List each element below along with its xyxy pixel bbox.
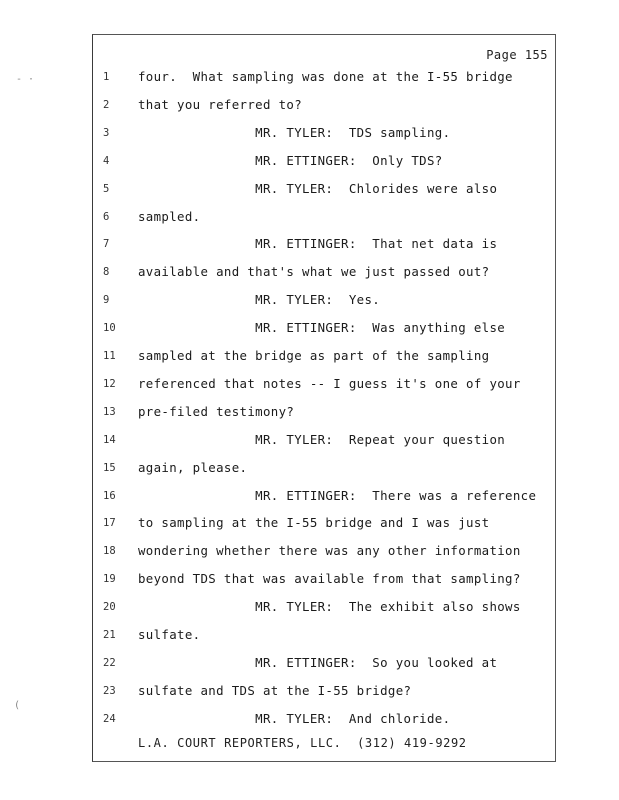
line-number: 14 bbox=[103, 433, 116, 446]
line-text: MR. TYLER: TDS sampling. bbox=[138, 124, 451, 140]
line-number: 19 bbox=[103, 573, 116, 586]
line-number: 10 bbox=[103, 322, 116, 335]
line-number: 7 bbox=[103, 238, 110, 251]
line-text: MR. ETTINGER: Was anything else bbox=[138, 320, 506, 336]
line-text: that you referred to? bbox=[138, 96, 303, 112]
transcript-line bbox=[0, 320, 619, 340]
line-text: again, please. bbox=[138, 459, 248, 475]
line-number: 12 bbox=[103, 377, 116, 390]
line-number: 5 bbox=[103, 182, 110, 195]
margin-mark-bottom: ( bbox=[14, 700, 21, 711]
line-text: MR. TYLER: Repeat your question bbox=[138, 431, 506, 447]
line-number: 24 bbox=[103, 712, 116, 725]
line-number: 22 bbox=[103, 656, 116, 669]
line-number: 8 bbox=[103, 266, 110, 279]
transcript-line bbox=[0, 543, 619, 563]
line-text: MR. TYLER: Yes. bbox=[138, 292, 381, 308]
court-reporter-footer: L.A. COURT REPORTERS, LLC. (312) 419-9292 bbox=[138, 736, 467, 750]
margin-mark-top: ‐ · bbox=[16, 74, 35, 85]
line-number: 23 bbox=[103, 684, 116, 697]
transcript-line bbox=[0, 264, 619, 284]
line-text: MR. ETTINGER: There was a reference bbox=[138, 487, 537, 503]
transcript-line bbox=[0, 488, 619, 508]
transcript-line bbox=[0, 376, 619, 396]
line-number: 18 bbox=[103, 545, 116, 558]
line-number: 11 bbox=[103, 350, 116, 362]
line-text: sulfate. bbox=[138, 627, 201, 642]
line-text: four. What sampling was done at the I-55 bridge bbox=[138, 69, 513, 84]
line-number: 17 bbox=[103, 517, 116, 530]
transcript-line bbox=[0, 683, 619, 703]
transcript-line bbox=[0, 627, 619, 647]
line-number: 6 bbox=[103, 210, 110, 223]
line-text: MR. ETTINGER: That net data is bbox=[138, 236, 498, 252]
transcript-line bbox=[0, 97, 619, 117]
transcript-line bbox=[0, 460, 619, 480]
transcript-line bbox=[0, 153, 619, 173]
transcript-line bbox=[0, 432, 619, 452]
line-text: MR. TYLER: And chloride. bbox=[138, 710, 451, 726]
transcript-line bbox=[0, 571, 619, 591]
line-number: 13 bbox=[103, 405, 116, 418]
transcript-line bbox=[0, 209, 619, 229]
transcript-line bbox=[0, 181, 619, 201]
line-text: beyond TDS that was available from that sampling? bbox=[138, 571, 521, 587]
line-number: 15 bbox=[103, 461, 116, 474]
line-text: MR. ETTINGER: Only TDS? bbox=[138, 152, 443, 168]
line-text: pre-filed testimony? bbox=[138, 403, 295, 419]
line-number: 2 bbox=[103, 98, 110, 111]
transcript-line bbox=[0, 125, 619, 145]
line-number: 21 bbox=[103, 629, 116, 641]
page-number: Page 155 bbox=[486, 48, 548, 62]
line-text: sampled. bbox=[138, 208, 201, 224]
line-number: 4 bbox=[103, 154, 110, 167]
line-text: sulfate and TDS at the I-55 bridge? bbox=[138, 682, 412, 698]
transcript-line bbox=[0, 515, 619, 535]
line-text: MR. TYLER: Chlorides were also bbox=[138, 180, 498, 196]
transcript-line bbox=[0, 655, 619, 675]
transcript-line bbox=[0, 236, 619, 256]
line-text: MR. TYLER: The exhibit also shows bbox=[138, 599, 521, 615]
transcript-line bbox=[0, 404, 619, 424]
line-number: 16 bbox=[103, 489, 116, 502]
transcript-line bbox=[0, 599, 619, 619]
transcript-line bbox=[0, 348, 619, 368]
line-number: 3 bbox=[103, 126, 110, 139]
transcript-line bbox=[0, 292, 619, 312]
line-text: MR. ETTINGER: So you looked at bbox=[138, 654, 498, 670]
line-number: 20 bbox=[103, 601, 116, 614]
transcript-line bbox=[0, 69, 619, 89]
line-text: to sampling at the I-55 bridge and I was just bbox=[138, 515, 490, 531]
line-number: 1 bbox=[103, 71, 110, 83]
line-text: wondering whether there was any other information bbox=[138, 543, 521, 559]
line-text: sampled at the bridge as part of the sampling bbox=[138, 348, 490, 363]
line-number: 9 bbox=[103, 294, 110, 307]
line-text: available and that's what we just passed out? bbox=[138, 264, 490, 280]
line-text: referenced that notes -- I guess it's one of your bbox=[138, 375, 521, 391]
transcript-line bbox=[0, 711, 619, 731]
